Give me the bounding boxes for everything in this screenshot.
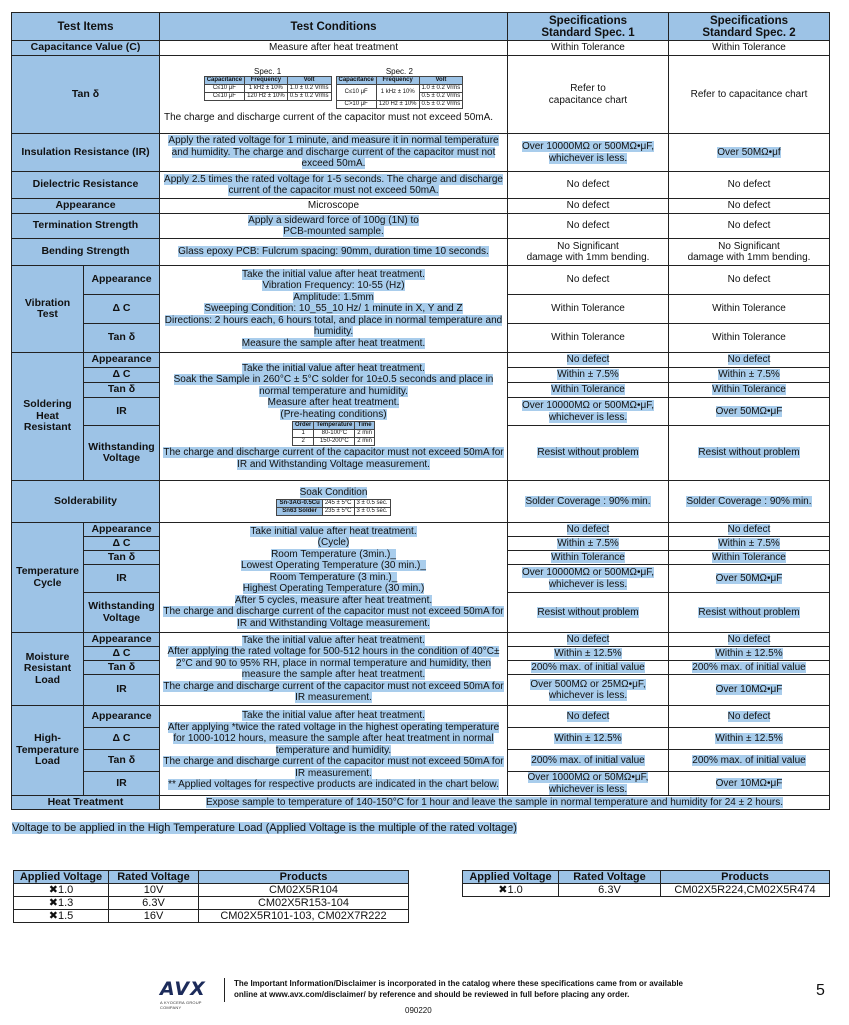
header-test-items: Test Items: [12, 13, 160, 41]
cond-top: [162, 363, 505, 421]
spec-text: Within ± 7.5%: [557, 369, 619, 381]
mini-cell: 2: [293, 438, 314, 446]
col-products: Products: [199, 871, 409, 884]
spec2-tan-delta: Refer to capacitance chart: [669, 56, 830, 134]
sub-ir: IR: [84, 398, 160, 426]
spec-text: Within Tolerance: [551, 551, 625, 563]
spec-text: Resist without problem: [537, 606, 639, 618]
mini-header: Order: [293, 422, 314, 430]
mini-cell: 0.5 ± 0.2 Vrms: [419, 101, 463, 109]
cond-tan-delta: [160, 56, 508, 134]
mini-cell: 80-100°C: [314, 430, 355, 438]
disclaimer: The Important Information/Disclaimer is incorporated in the catalog where these specifications came from or available online at www.avx.com/disclaimer/ by reference and should be reviewed in full before placing any order.: [234, 979, 684, 999]
mini-cell: C≤10 μF: [204, 93, 244, 101]
spec-text: 200% max. of initial value: [692, 754, 806, 766]
spec1-insulation-resistance: [508, 134, 669, 172]
sub-delta-c: Δ C: [84, 728, 160, 750]
spec-text: Over 50MΩ•μF: [715, 405, 783, 417]
soak-table: [276, 499, 390, 516]
spec1-tc-ir: [508, 565, 669, 593]
spec1-sold-tan: [508, 383, 669, 398]
spec1-mrl-delta-c: [508, 647, 669, 661]
spec1-tan-table: [204, 76, 332, 101]
products-cell: CM02X5R153-104: [199, 897, 409, 910]
cond-heat-treatment: [160, 796, 830, 810]
mini-cell: 2 min: [355, 438, 375, 446]
item-vibration-test: Vibration Test: [12, 266, 84, 353]
products-cell: CM02X5R224,CM02X5R474: [661, 884, 830, 897]
spec2-htl-ir: [669, 772, 830, 796]
spec1-tan-delta: Refer to capacitance chart: [508, 56, 669, 134]
footer-divider: [224, 978, 225, 1002]
spec2-mrl-delta-c: [669, 647, 830, 661]
cond-appearance: Microscope: [160, 199, 508, 214]
mini-cell: 150-200°C: [314, 438, 355, 446]
cond-text: Expose sample to temperature of 140-150°C for 1 hour and leave the sample in normal temperature and humidity for 24 ± 2 hours.: [205, 796, 784, 808]
mini-cell: 2 min: [355, 430, 375, 438]
sub-appearance: Appearance: [84, 353, 160, 368]
spec-text: Over 10MΩ•μF: [715, 777, 783, 789]
spec2-htl-appearance: [669, 706, 830, 728]
spec2-sold-wv: [669, 426, 830, 481]
cond-temperature-cycle: [160, 523, 508, 633]
item-insulation-resistance: Insulation Resistance (IR): [12, 134, 160, 172]
cond-text: Take the initial value after heat treatment. After applying the rated voltage for 500-512 hours in the condition of 40°C± 2°C and 90 to 95% RH, place in normal temperature and humidity, then measure the sample after heat treatment. The charge and discharge current of the capacitor must not exceed 50mA for IR measurement.: [163, 634, 504, 703]
spec-text: Resist without problem: [537, 447, 639, 459]
applied-voltage-cell: ✖1.0: [463, 884, 559, 897]
cond-termination: [160, 214, 508, 239]
sub-appearance: Appearance: [84, 706, 160, 728]
cond-capacitance: Measure after heat treatment: [160, 41, 508, 56]
spec-text: No defect: [566, 354, 610, 366]
voltage-note: [12, 822, 517, 834]
mini-cell: 120 Hz ± 10%: [376, 101, 419, 109]
sub-tan-delta: Tan δ: [84, 383, 160, 398]
spec2-mrl-ir: [669, 675, 830, 706]
spec2-insulation-resistance: [669, 134, 830, 172]
cond-soldering: [160, 353, 508, 481]
item-termination-strength: Termination Strength: [12, 214, 160, 239]
mini-cell: 245 ± 5°C: [322, 499, 354, 507]
cond-bending: [160, 239, 508, 266]
mini-cell: 3 ± 0.5 sec.: [354, 507, 390, 515]
item-dielectric-resistance: Dielectric Resistance: [12, 172, 160, 199]
spec1-mrl-appearance: [508, 633, 669, 647]
spec-text: 200% max. of initial value: [692, 661, 806, 673]
spec2-htl-delta-c: [669, 728, 830, 750]
mini-header: Capacitance: [204, 77, 244, 85]
document-id: 090220: [405, 1006, 432, 1015]
sub-withstanding-voltage: Withstanding Voltage: [84, 593, 160, 633]
mini-cell: C>10 μF: [336, 101, 376, 109]
sub-delta-c: Δ C: [84, 368, 160, 383]
spec1-sold-appearance: [508, 353, 669, 368]
spec-text: No defect: [727, 354, 771, 366]
spec2-tc-appearance: [669, 523, 830, 537]
spec-text: Solder Coverage : 90% min.: [686, 495, 812, 507]
spec2-tan-table: [336, 76, 464, 109]
spec-text: Within ± 12.5%: [715, 647, 783, 659]
spec-text: Within ± 12.5%: [715, 732, 783, 744]
spec2-sold-delta-c: [669, 368, 830, 383]
spec2-tc-tan: [669, 551, 830, 565]
spec1-solderability: [508, 481, 669, 523]
spec2-termination: No defect: [669, 214, 830, 239]
spec-text: Over 1000MΩ or 50MΩ•μF, whichever is less.: [527, 772, 649, 795]
cond-text: Apply 2.5 times the rated voltage for 1-5 seconds. The charge and discharge current of the capacitor must not exceed 50mA.: [164, 173, 503, 196]
sub-tan-delta: Tan δ: [84, 750, 160, 772]
spec1-tc-wv: [508, 593, 669, 633]
mini-cell: 0.5 ± 0.2 Vrms: [287, 93, 331, 101]
mini-header: Frequency: [245, 77, 288, 85]
spec-text: Within ± 12.5%: [554, 647, 622, 659]
sub-appearance: Appearance: [84, 266, 160, 295]
mini-cell: 1.0 ± 0.2 Vrms: [287, 85, 331, 93]
spec2-tc-wv: [669, 593, 830, 633]
spec2-appearance: No defect: [669, 199, 830, 214]
col-applied-voltage: Applied Voltage: [463, 871, 559, 884]
spec-text: Within ± 12.5%: [554, 732, 622, 744]
spec1-mrl-tan: [508, 661, 669, 675]
spec-text: Within ± 7.5%: [718, 369, 780, 381]
sub-delta-c: Δ C: [84, 295, 160, 324]
spec2-mrl-appearance: [669, 633, 830, 647]
spec1-capacitance: Within Tolerance: [508, 41, 669, 56]
mini-header: Temperature: [314, 422, 355, 430]
spec1-vib-tan: Within Tolerance: [508, 324, 669, 353]
sub-withstanding-voltage: Withstanding Voltage: [84, 426, 160, 481]
spec2-sold-appearance: [669, 353, 830, 368]
mini-cell: 120 Hz ± 10%: [245, 93, 288, 101]
mini-header: Volt: [287, 77, 331, 85]
applied-voltage-cell: ✖1.5: [14, 910, 109, 923]
cond-high-temp: [160, 706, 508, 796]
cond-text: Take the initial value after heat treatment. Vibration Frequency: 10-55 (Hz) Amplitude: 1.5mm Sweeping Condition: 10_55_10 Hz/ 1 minute in X, Y and Z Directions: 2 hours each, 6 hours total, and place in normal temperature and humidity. Measure the sample after heat treatment.: [164, 268, 503, 349]
spec1-htl-tan: [508, 750, 669, 772]
mini-header: Frequency: [376, 77, 419, 85]
header-spec-1: Specifications Standard Spec. 1: [508, 13, 669, 41]
mini-cell: C≤10 μF: [204, 85, 244, 93]
sub-appearance: Appearance: [84, 523, 160, 537]
sub-delta-c: Δ C: [84, 537, 160, 551]
spec2-mrl-tan: [669, 661, 830, 675]
spec1-vib-appearance: No defect: [508, 266, 669, 295]
spec-text: Within Tolerance: [712, 551, 786, 563]
spec1-sold-delta-c: [508, 368, 669, 383]
spec1-tc-appearance: [508, 523, 669, 537]
spec2-vib-delta-c: Within Tolerance: [669, 295, 830, 324]
spec2-tan-table-wrap: [336, 67, 464, 109]
spec2-htl-tan: [669, 750, 830, 772]
spec-text: Over 10000MΩ or 500MΩ•μF, whichever is less.: [521, 141, 655, 164]
spec2-tc-delta-c: [669, 537, 830, 551]
cond-vibration: [160, 266, 508, 353]
spec1-tc-tan: [508, 551, 669, 565]
spec1-bending: No Significant damage with 1mm bending.: [508, 239, 669, 266]
sub-tan-delta: Tan δ: [84, 661, 160, 675]
item-capacitance: Capacitance Value (C): [12, 41, 160, 56]
spec-text: No defect: [727, 523, 771, 535]
mini-header: Time: [355, 422, 375, 430]
spec1-termination: No defect: [508, 214, 669, 239]
voltage-table-left: [13, 870, 409, 923]
spec1-htl-delta-c: [508, 728, 669, 750]
cond-text: Apply a sideward force of 100g (1N) to PCB-mounted sample.: [248, 214, 419, 237]
spec-text: 200% max. of initial value: [531, 754, 645, 766]
sub-tan-delta: Tan δ: [84, 324, 160, 353]
spec-text: Within Tolerance: [551, 384, 625, 396]
item-bending-strength: Bending Strength: [12, 239, 160, 266]
cond-bottom: [162, 447, 505, 470]
spec1-tc-delta-c: [508, 537, 669, 551]
spec-text: Over 10MΩ•μF: [715, 684, 783, 696]
item-appearance: Appearance: [12, 199, 160, 214]
spec1-sold-wv: [508, 426, 669, 481]
spec-text: Over 50MΩ•μf: [717, 146, 781, 158]
avx-logo: [160, 978, 222, 1010]
item-temperature-cycle: Temperature Cycle: [12, 523, 84, 633]
applied-voltage-cell: ✖1.3: [14, 897, 109, 910]
spec1-mrl-ir: [508, 675, 669, 706]
cond-text: Soak Condition: [299, 487, 368, 499]
spec-text: Within Tolerance: [712, 384, 786, 396]
cond-text: Apply the rated voltage for 1 minute, and measure it in normal temperature and humidity. The charge and discharge current of the capacitor must not exceed 50mA.: [168, 135, 499, 170]
tan-note: The charge and discharge current of the capacitor must not exceed 50mA.: [164, 112, 494, 124]
logo-tagline: A KYOCERA GROUP COMPANY: [160, 1000, 202, 1010]
spec2-vib-appearance: No defect: [669, 266, 830, 295]
spec-text: Solder Coverage : 90% min.: [525, 495, 651, 507]
spec2-vib-tan: Within Tolerance: [669, 324, 830, 353]
mini-cell: 235 ± 5°C: [322, 507, 354, 515]
cond-text: The charge and discharge current of the capacitor must not exceed 50mA for IR and Withstanding Voltage measurement.: [163, 447, 504, 470]
spec-text: No defect: [566, 710, 610, 722]
col-applied-voltage: Applied Voltage: [14, 871, 109, 884]
spec-text: Resist without problem: [698, 606, 800, 618]
item-soldering-heat: Soldering Heat Resistant: [12, 353, 84, 481]
sub-tan-delta: Tan δ: [84, 551, 160, 565]
spec-text: No defect: [566, 633, 610, 645]
spec1-appearance: No defect: [508, 199, 669, 214]
spec2-tc-ir: [669, 565, 830, 593]
item-solderability: Solderability: [12, 481, 160, 523]
footer: [0, 970, 849, 1025]
sub-ir: IR: [84, 675, 160, 706]
mini-cell: 0.5 ± 0.2 Vrms: [419, 93, 463, 101]
spec1-htl-ir: [508, 772, 669, 796]
sub-ir: IR: [84, 565, 160, 593]
item-heat-treatment: Heat Treatment: [12, 796, 160, 810]
spec1-title: Spec. 1: [254, 67, 282, 77]
mini-cell: C≤10 μF: [336, 85, 376, 101]
item-tan-delta: Tan δ: [12, 56, 160, 134]
products-cell: CM02X5R101-103, CM02X7R222: [199, 910, 409, 923]
cond-text: Take initial value after heat treatment. (Cycle) Room Temperature (3min.)_ Lowest Operating Temperature (30 min.)_ Room Temperature (3 min.)_ Highest Operating Temperature (30 min.) After 5 cycles, measure after heat treatment. The charge and discharge current of the capacitor must not exceed 50mA for IR and Withstanding Voltage measurement.: [163, 525, 504, 629]
spec2-capacitance: Within Tolerance: [669, 41, 830, 56]
rated-voltage-cell: 6.3V: [559, 884, 661, 897]
applied-voltage-cell: ✖1.0: [14, 884, 109, 897]
spec1-dielectric: No defect: [508, 172, 669, 199]
voltage-table-right: [462, 870, 830, 897]
rated-voltage-cell: 10V: [109, 884, 199, 897]
spec-text: Over 10000MΩ or 500MΩ•μF, whichever is less.: [521, 400, 655, 423]
rated-voltage-cell: 6.3V: [109, 897, 199, 910]
spec1-tan-table-wrap: [204, 67, 332, 101]
spec-text: Within ± 7.5%: [557, 537, 619, 549]
mini-cell: 1: [293, 430, 314, 438]
cond-insulation-resistance: [160, 134, 508, 172]
cond-moisture: [160, 633, 508, 706]
spec-text: Over 50MΩ•μF: [715, 572, 783, 584]
spec2-solderability: [669, 481, 830, 523]
spec-text: Over 500MΩ or 25MΩ•μF, whichever is less.: [530, 678, 646, 701]
soak-title: [163, 487, 504, 499]
mini-cell: Sn-3AG-0.5Cu: [277, 499, 322, 507]
cond-text: Take the initial value after heat treatment. Soak the Sample in 260°C ± 5°C solder for 10±0.5 seconds and place in normal temperature and humidity. Measure after heat treatment. (Pre-heating conditions): [173, 362, 494, 420]
spec2-sold-tan: [669, 383, 830, 398]
item-moisture-resistant-load: Moisture Resistant Load: [12, 633, 84, 706]
col-rated-voltage: Rated Voltage: [559, 871, 661, 884]
header-spec-2: Specifications Standard Spec. 2: [669, 13, 830, 41]
mini-header: Volt: [419, 77, 463, 85]
mini-header: Capacitance: [336, 77, 376, 85]
mini-cell: 3 ± 0.5 sec.: [354, 499, 390, 507]
cond-text: Glass epoxy PCB: Fulcrum spacing: 90mm, duration time 10 seconds.: [178, 246, 489, 258]
specifications-table: [11, 12, 830, 810]
spec1-htl-appearance: [508, 706, 669, 728]
sub-ir: IR: [84, 772, 160, 796]
spec2-sold-ir: [669, 398, 830, 426]
col-rated-voltage: Rated Voltage: [109, 871, 199, 884]
sub-delta-c: Δ C: [84, 647, 160, 661]
preheat-table: [292, 421, 375, 446]
spec-text: Over 10000MΩ or 500MΩ•μF, whichever is less.: [521, 567, 655, 590]
col-products: Products: [661, 871, 830, 884]
voltage-note-text: Voltage to be applied in the High Temperature Load (Applied Voltage is the multiple of the rated voltage): [12, 822, 517, 834]
spec-text: Within ± 7.5%: [718, 537, 780, 549]
products-cell: CM02X5R104: [199, 884, 409, 897]
cond-dielectric-resistance: [160, 172, 508, 199]
spec-text: No defect: [566, 523, 610, 535]
spec2-dielectric: No defect: [669, 172, 830, 199]
mini-cell: Sn63 Solder: [277, 507, 322, 515]
spec2-bending: No Significant damage with 1mm bending.: [669, 239, 830, 266]
spec-text: No defect: [727, 710, 771, 722]
spec1-sold-ir: [508, 398, 669, 426]
page-number: 5: [816, 982, 825, 999]
sub-appearance: Appearance: [84, 633, 160, 647]
spec-text: No defect: [727, 633, 771, 645]
cond-solderability: [160, 481, 508, 523]
spec2-title: Spec. 2: [385, 67, 413, 77]
item-high-temperature-load: High- Temperature Load: [12, 706, 84, 796]
header-test-conditions: Test Conditions: [160, 13, 508, 41]
cond-text: Take the initial value after heat treatment. After applying *twice the rated voltage in the highest operating temperature for 1000-1012 hours, measure the sample after heat treatment in normal temperature and humidity. The charge and discharge current of the capacitor must not exceed 50mA for IR measurement. ** Applied voltages for respective products are indicated in the chart below.: [163, 710, 504, 791]
mini-cell: 1.0 ± 0.2 Vrms: [419, 85, 463, 93]
mini-cell: 1 kHz ± 10%: [245, 85, 288, 93]
logo-mark: AVX: [160, 978, 206, 1000]
rated-voltage-cell: 16V: [109, 910, 199, 923]
spec-text: 200% max. of initial value: [531, 661, 645, 673]
spec1-vib-delta-c: Within Tolerance: [508, 295, 669, 324]
mini-cell: 1 kHz ± 10%: [376, 85, 419, 101]
spec-text: Resist without problem: [698, 447, 800, 459]
